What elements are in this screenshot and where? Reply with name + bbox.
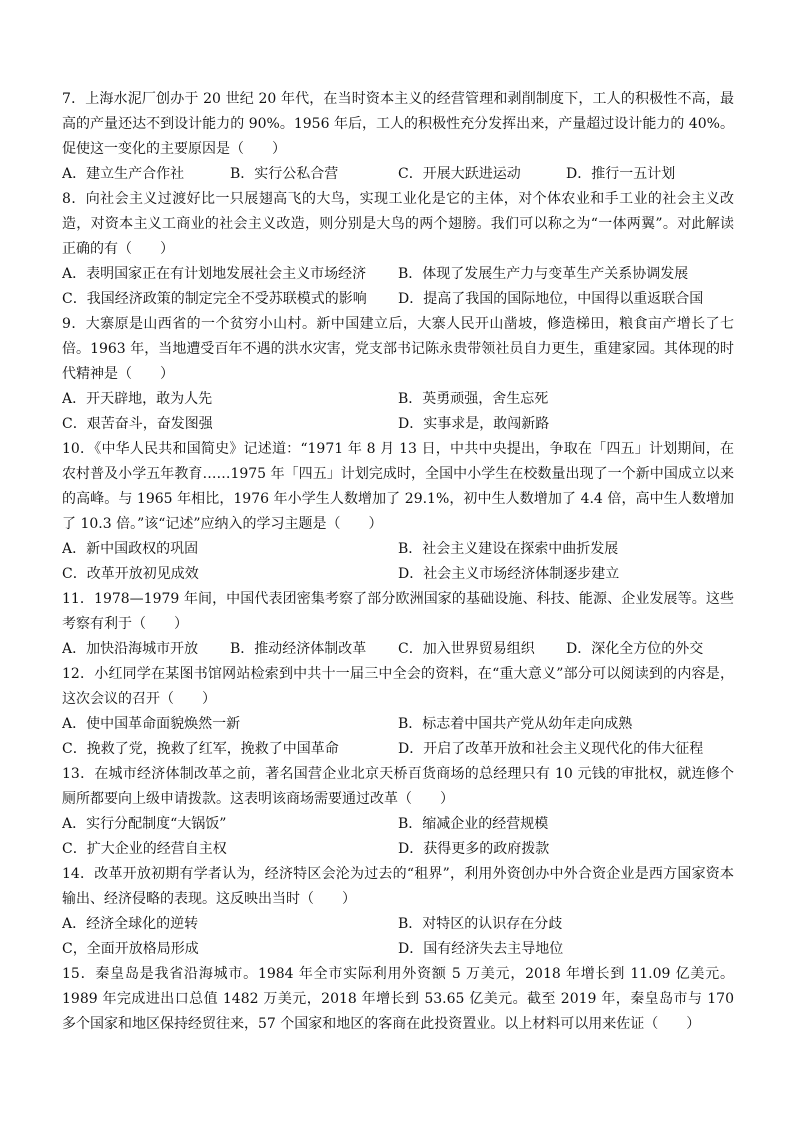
option-list [62,712,734,762]
option-d[interactable]: D．推行一五计划 [566,166,676,182]
option-c[interactable]: C．开展大跃进运动 [398,166,521,182]
question-stem: 7．上海水泥厂创办于 20 世纪 20 年代，在当时资本主义的经营管理和剥削制度下，工人的积极性不高，最高的产量还达不到设计能力的 90%。1956 年后，工人的积极性充分发挥出来，产量超过设计能力的 40%。促使这一变化的主要原因是（ ） [62,91,734,157]
question-stem: 12．小红同学在某图书馆网站检索到中共十一届三中全会的资料，在“重大意义”部分可以阅读到的内容是，这次会议的召开（ ） [62,666,734,707]
option-a[interactable]: A．表明国家正在有计划地发展社会主义市场经济 [62,266,367,282]
option-list [62,387,734,437]
option-c[interactable]: C．我国经济政策的制定完全不受苏联模式的影响 [62,291,367,307]
question-stem: 14．改革开放初期有学者认为，经济特区会沦为过去的“租界”，利用外资创办中外合资企业是西方国家资本输出、经济侵略的表现。这反映出当时（ ） [62,866,734,907]
option-a[interactable]: A．加快沿海城市开放 [62,641,199,657]
option-d[interactable]: D．国有经济失去主导地位 [398,941,564,957]
option-a[interactable]: A．新中国政权的巩固 [62,541,199,557]
option-d[interactable]: D．深化全方位的外交 [566,641,704,657]
option-b[interactable]: B．对特区的认识存在分歧 [398,916,563,932]
question-14 [62,862,734,962]
question-stem: 10．《中华人民共和国简史》记述道：“1971 年 8 月 13 日，中共中央提出，争取在「四五」计划期间，在农村普及小学五年教育……1975 年「四五」计划完成时，全国中小学生在校数量出现了一个新中国成立以来的高峰。与 1965 年相比，1976 年小学生人数增加了 29.1%，初中生人数增加了 4.4 倍，高中生人数增加了 10.3 倍。”该“记述”应纳入的学习主题是（ ） [62,441,734,532]
question-13 [62,762,734,862]
option-d[interactable]: D．提高了我国的国际地位，中国得以重返联合国 [398,291,704,307]
option-list [62,537,734,587]
option-d[interactable]: D．社会主义市场经济体制逐步建立 [398,566,620,582]
option-a[interactable]: A．开天辟地，敢为人先 [62,391,213,407]
question-7 [62,87,734,187]
question-stem: 9．大寨原是山西省的一个贫穷小山村。新中国建立后，大寨人民开山凿坡，修造梯田，粮食亩产增长了七倍。1963 年，当地遭受百年不遇的洪水灾害，党支部书记陈永贵带领社员自力更生，重建家园。其体现的时代精神是（ ） [62,316,734,382]
question-10 [62,437,734,587]
question-stem: 8．向社会主义过渡好比一只展翅高飞的大鸟，实现工业化是它的主体，对个体农业和手工业的社会主义改造，对资本主义工商业的社会主义改造，则分别是大鸟的两个翅膀。我们可以称之为“一体两翼”。对此解读正确的有（ ） [62,191,734,257]
option-d[interactable]: D．获得更多的政府拨款 [398,841,550,857]
option-d[interactable]: D．实事求是，敢闯新路 [398,416,550,432]
option-list [62,162,734,187]
question-stem: 11．1978—1979 年间，中国代表团密集考察了部分欧洲国家的基础设施、科技、能源、企业发展等。这些考察有利于（ ） [62,591,734,632]
option-c[interactable]: C，全面开放格局形成 [62,941,199,957]
option-b[interactable]: B．英勇顽强，舍生忘死 [398,391,549,407]
option-b[interactable]: B．社会主义建设在探索中曲折发展 [398,541,619,557]
option-b[interactable]: B．实行公私合营 [230,166,339,182]
option-c[interactable]: C．加入世界贸易组织 [398,641,535,657]
option-a[interactable]: A．经济全球化的逆转 [62,916,199,932]
option-c[interactable]: C．改革开放初见成效 [62,566,199,582]
question-8 [62,187,734,312]
option-c[interactable]: C．挽救了党，挽救了红军，挽救了中国革命 [62,741,339,757]
option-b[interactable]: B．缩减企业的经营规模 [398,816,549,832]
option-d[interactable]: D．开启了改革开放和社会主义现代化的伟大征程 [398,741,704,757]
option-b[interactable]: B．体现了发展生产力与变革生产关系协调发展 [398,266,689,282]
question-stem: 15．秦皇岛是我省沿海城市。1984 年全市实际利用外资额 5 万美元，2018 年增长到 11.09 亿美元。1989 年完成进出口总值 1482 万美元，2018 年增长到 53.65 亿美元。截至 2019 年，秦皇岛市与 170 多个国家和地区保持经贸往来，57 个国家和地区的客商在此投资置业。以上材料可以用来佐证（ ） [62,966,734,1032]
option-list [62,912,734,962]
question-9 [62,312,734,437]
option-b[interactable]: B．标志着中国共产党从幼年走向成熟 [398,716,633,732]
option-list [62,812,734,862]
question-stem: 13．在城市经济体制改革之前，著名国营企业北京天桥百货商场的总经理只有 10 元钱的审批权，就连修个厕所都要向上级申请拨款。这表明该商场需要通过改革（ ） [62,766,734,807]
exam-page [62,87,734,1037]
option-b[interactable]: B．推动经济体制改革 [230,641,367,657]
option-a[interactable]: A．使中国革命面貌焕然一新 [62,716,241,732]
option-list [62,637,734,662]
option-a[interactable]: A．建立生产合作社 [62,166,185,182]
question-11 [62,587,734,662]
option-c[interactable]: C．扩大企业的经营自主权 [62,841,227,857]
option-list [62,262,734,312]
option-a[interactable]: A．实行分配制度“大锅饭” [62,816,227,832]
question-12 [62,662,734,762]
question-15 [62,962,734,1037]
option-c[interactable]: C．艰苦奋斗，奋发图强 [62,416,213,432]
